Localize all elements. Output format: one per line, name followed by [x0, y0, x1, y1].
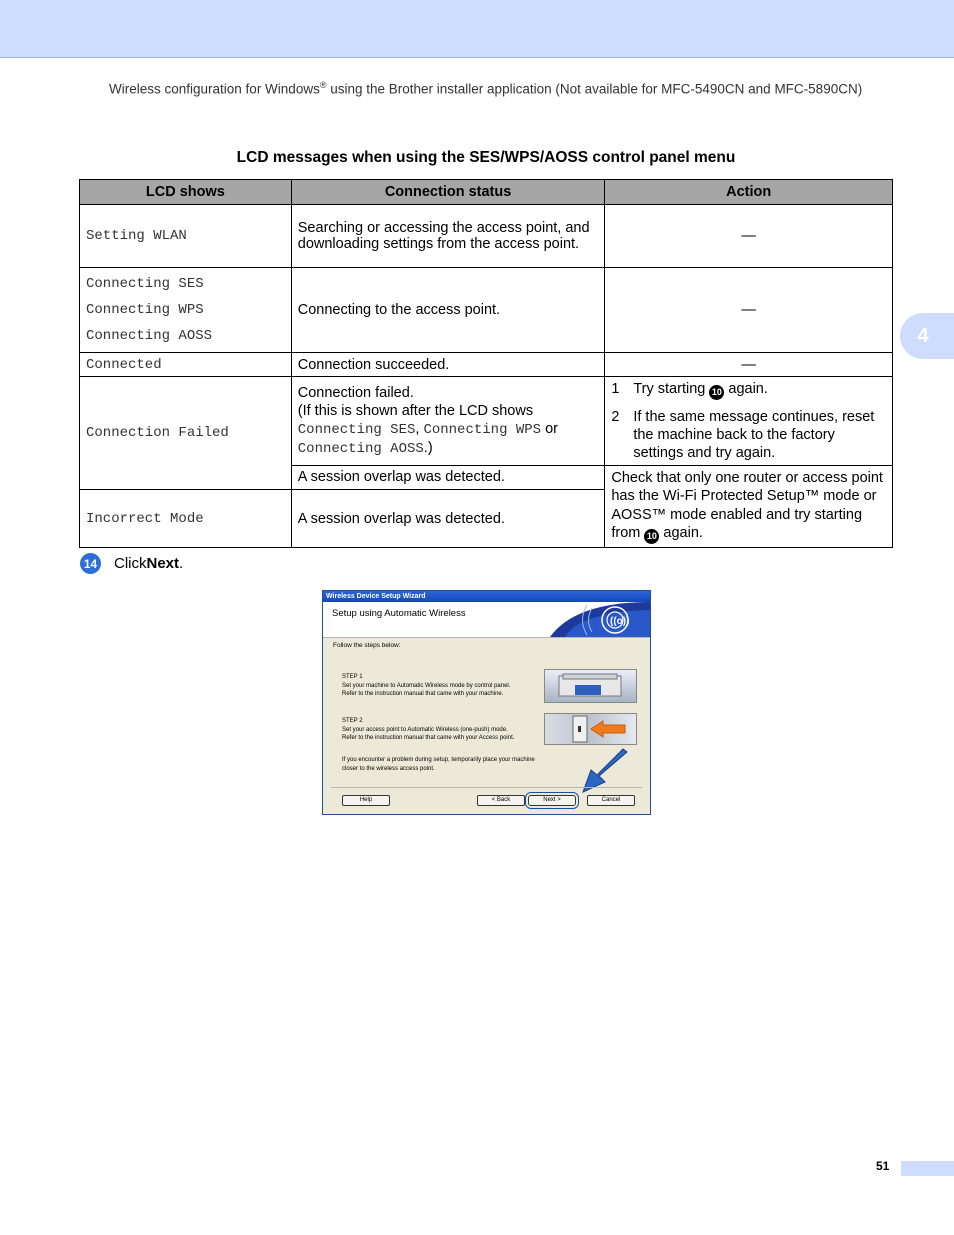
wizard-banner [323, 602, 650, 638]
status-cell: Connection succeeded. [291, 353, 605, 377]
page-number: 51 [876, 1159, 890, 1173]
wizard-screenshot [322, 590, 651, 815]
table-row [80, 268, 893, 353]
printer-image-icon [544, 669, 637, 703]
svg-text:((o)): ((o)) [610, 616, 630, 627]
lcd-cell: Connected [80, 353, 292, 377]
lcd-cell: Setting WLAN [80, 205, 292, 268]
action-cell: Check that only one router or access point has the Wi-Fi Protected Setup™ mode or AOSS™ mode enabled and try starting from 10 again. [605, 465, 893, 547]
lcd-messages-table [79, 179, 893, 548]
back-button[interactable]: < Back [477, 795, 525, 806]
step-number-badge: 14 [80, 553, 101, 574]
running-header: Wireless configuration for Windows® using the Brother installer application (Not available for MFC-5490CN and MFC-5890CN) [109, 80, 863, 97]
wizard-note: If you encounter a problem during setup, temporarily place your machine closer to the wireless access point. [342, 757, 535, 772]
lcd-cell: Incorrect Mode [80, 490, 292, 547]
status-cell: A session overlap was detected. [291, 490, 605, 547]
help-button[interactable]: Help [342, 795, 390, 806]
wizard-instruction: Follow the steps below: [333, 642, 401, 649]
lcd-cell: Connecting SES Connecting WPS Connecting AOSS [80, 268, 292, 353]
table-title: LCD messages when using the SES/WPS/AOSS control panel menu [236, 149, 736, 166]
footer-band [901, 1161, 954, 1176]
access-point-image-icon [544, 713, 637, 745]
action-cell: — [605, 205, 893, 268]
instruction-step: 14 Click Next . [80, 553, 183, 574]
top-header-band [0, 0, 954, 58]
col-header-lcd: LCD shows [80, 180, 292, 205]
chapter-tab[interactable]: 4 [900, 313, 954, 359]
status-cell: Searching or accessing the access point, and downloading settings from the access point. [291, 205, 605, 268]
action-cell: — [605, 353, 893, 377]
col-header-status: Connection status [291, 180, 605, 205]
action-cell: — [605, 268, 893, 353]
wizard-step-1: STEP 1 Set your machine to Automatic Wireless mode by control panel. Refer to the instruction manual that came with your machine. [342, 674, 511, 697]
wireless-waves-icon [530, 602, 650, 637]
wizard-banner-title: Setup using Automatic Wireless [332, 608, 466, 619]
step-ref-icon: 10 [644, 529, 659, 544]
pointer-arrow-icon [581, 748, 631, 796]
step-ref-icon: 10 [709, 385, 724, 400]
status-cell: Connection failed. (If this is shown after the LCD shows Connecting SES, Connecting WPS or Connecting AOSS.) [291, 377, 605, 466]
wizard-title-bar: Wireless Device Setup Wizard [323, 591, 650, 602]
table-header-row [80, 180, 893, 205]
cancel-button[interactable]: Cancel [587, 795, 635, 806]
status-cell: Connecting to the access point. [291, 268, 605, 353]
action-cell: 1 Try starting 10 again. 2 If the same message continues, reset the machine back to the factory settings and try again. [605, 377, 893, 466]
next-button[interactable]: Next > [528, 795, 576, 806]
wizard-body [323, 638, 650, 814]
wizard-divider [331, 787, 642, 788]
col-header-action: Action [605, 180, 893, 205]
status-cell: A session overlap was detected. [291, 465, 605, 490]
lcd-cell: Connection Failed [80, 377, 292, 490]
table-row [80, 353, 893, 377]
table-row [80, 205, 893, 268]
table-row [80, 377, 893, 466]
next-label: Next [146, 555, 180, 572]
wizard-step-2: STEP 2 Set your access point to Automatic Wireless (one-push) mode. Refer to the instruction manual that came with your Access point. [342, 718, 515, 741]
